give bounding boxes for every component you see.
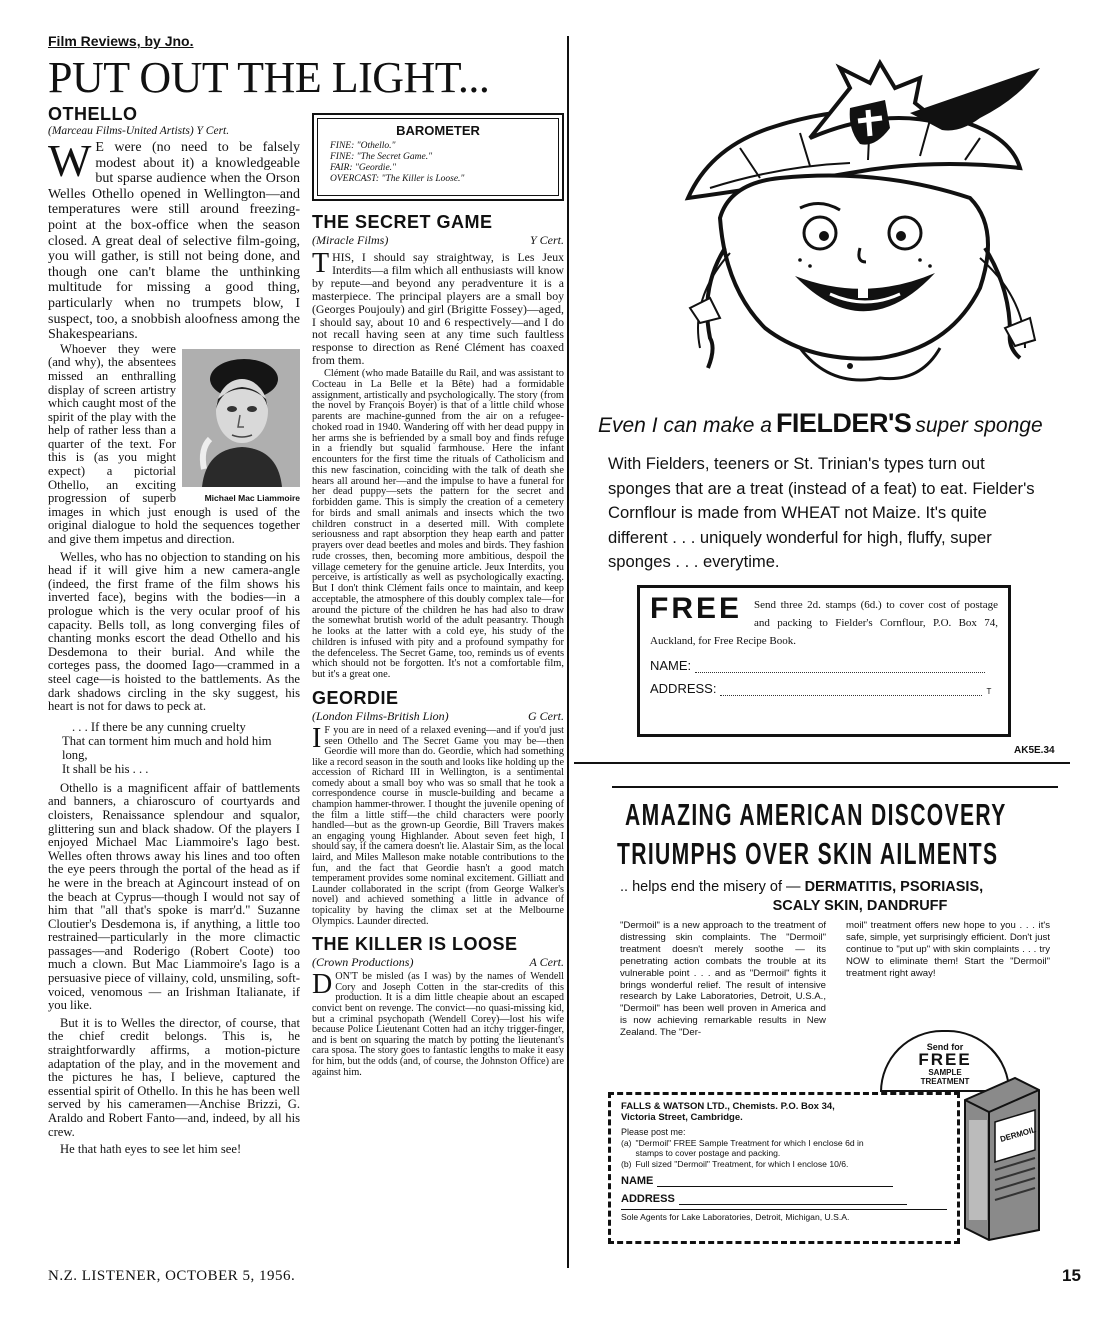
secret-game-title: THE SECRET GAME [312, 212, 493, 232]
dermoil-headline-2: TRIUMPHS OVER SKIN AILMENTS [617, 836, 999, 871]
barometer-rating: FINE: [330, 152, 355, 162]
coupon-company: FALLS & WATSON LTD., Chemists. P.O. Box 34, [621, 1101, 835, 1112]
geordie-paragraph: I F you are in need of a relaxed evening—and if you'd just seen Othello and The Secret Game you may be—then Geordie will more than do. Geordie, which had something like a record season in the south and looks like holding up the accession of Richard III in Wellington, is a sentimental comedy about a small boy who was so small that he took a correspondence course in muscle-building and became a champion hammer-thrower. I thought the juvenile opening of the film a little stiff—the child characters were poorly handled—but as the grown-up Geordie, Bill Travers makes an engaging young Highlander. About seven feet high, I should say, if the camera doesn't lie. Alastair Sim, as the local laird, and Miles Malleson make notable contributions to the fun, and the fact that Geordie hasn't a good match temperament provides some nominal excitement. Gilliatt and Launder collaborated in the script (from George Walker's novel) and achieved something a little in advance of topicality by having the climax set at the Melbourne Olympics. Launder directed. [312, 722, 564, 927]
killer-title: THE KILLER IS LOOSE [312, 934, 518, 955]
fielders-ad-code: AK5E.34 [1014, 745, 1055, 756]
ad-separator [574, 762, 1070, 764]
dermoil-body-col1: "Dermoil" is a new approach to the treatment of distressing skin complaints. The "Dermoil" treatment doesn't merely soothe — its penetrating action combats the trouble at its vulnerable point . . . and as "Dermoil" fights it brings wonderful relief. The result of intensive research by Lake Laboratories, Detroit, U.S.A., "Dermoil" has been well proven in America and is now achieving remarkable results in New Zealand. The "Der- [620, 920, 826, 1039]
free-sample-badge: Send for FREE SAMPLE TREATMENT [880, 1030, 1010, 1092]
othello-paragraph-2: Whoever they were (and why), the absentees missed an enthralling display of screen artistry which caught most of the spirit of the play with the help of rather less than a quarter of the text. For this is (as you might expect) a pictorial Othello, an exciting progression of superb images in which just enough is used of the original dialogue to hold the sequences together and give them impetus and direction. [48, 341, 300, 547]
secret-game-review [312, 212, 564, 1078]
option-a[interactable]: (a) "Dermoil" FREE Sample Treatment for which I enclose 6d in stamps to cover postage and packing. [621, 1138, 864, 1158]
othello-title: OTHELLO [48, 104, 138, 124]
coupon-address-label: ADDRESS: [650, 681, 717, 696]
barometer-box [312, 113, 564, 201]
othello-paragraph-4: Othello is a magnificent affair of battlements and banners, a chiaroscuro of courtyards and cloisters, Renaissance splendour and squalor, glittering sun and black shadow. Of the players I enjoyed Michael Mac Liammoire's Iago best. Welles often throws away his lines and too often the eye peers through the portal of the head as if he were in the breach at Agincourt instead of on the beach at Cyprus—though I would not say of him that "all that's spoke is marr'd." Suzanne Cloutier's Desdemona is, if anything, a little too restrained—particularly in the more climactic passages—and Roderigo (Robert Coote) too much a clown. But Mac Liammoire's Iago is a persuasive piece of villainy, cold, unsmiling, soft-voiced, venomous — an Irishman Italianate, if you like. [48, 780, 300, 1013]
killer-credit: (Crown Productions) [312, 955, 414, 970]
fielders-brand: FIELDER'S [775, 408, 912, 438]
barometer-rating: FINE: [330, 141, 355, 151]
coupon-instructions: Send three 2d. stamps (6d.) to cover cost of postage and packing to Fielder's Cornflour, P.O. Box 74, Auckland, for Free Recipe Book. [650, 599, 998, 647]
barometer-film: "The Killer is Loose." [381, 174, 465, 184]
barometer-film: "Othello." [356, 141, 396, 151]
othello-paragraph-6: He that hath eyes to see let him see! [60, 1142, 242, 1157]
column-divider [567, 36, 569, 1268]
coupon-street: Victoria Street, Cambridge. [621, 1112, 743, 1123]
barometer-row [330, 141, 546, 152]
secret-game-cert: Y Cert. [529, 233, 564, 247]
othello-paragraph-3: Welles, who has no objection to standing on his head if it will give him a new camera-angle (indeed, the first frame of the film shows his inverted face), begins with the bodies—in a prologue which is the very ocular proof of his capacity. Bells toll, as long converging files of chanting monks escort the dead Othello and his Desdemona to their burial. And while the corteges pass, the doomed Iago—crammed in a steel cage—is hoisted to the battlements. As the dark shadows circling in the sky suggest, his heart is not for daws to peck at. [48, 549, 300, 714]
photo-caption: Michael Mac Liammoire [204, 492, 300, 503]
barometer-list [330, 141, 546, 185]
secret-game-paragraph-1: THIS, I should say straightway, is Les Jeux Interdits—a film which all enthusiasts will know by repute—and beyond any peradventure it is a masterpiece. The principal players are a small boy (Georges Poujouly) and girl (Brigitte Fossey)—aged, I should say, about 10 and 6 respectively—and I do not recall having seen at any time such faultless response to direction as René Clément has coaxed from them. [312, 248, 564, 368]
footer-issue: N.Z. LISTENER, OCTOBER 5, 1956. [48, 1268, 296, 1284]
dermoil-headline-1: AMAZING AMERICAN DISCOVERY [625, 797, 1007, 832]
secret-game-paragraph-2: Clément (who made Bataille du Rail, and was assistant to Cocteau in La Belle et la Bête) had a formidable assignment, artistically and psychologically. The story (from the novel by François Boyer) is that of a little child whose parents are machine-gunned from the air on a refugee-choked road in 1940. Wandering off with her dead puppy in her arms she is befriended by a small boy and finds refuge in a friendly but squalid farmhouse. Here the infant encounters for the first time the rituals of Catholicism and this new fascination, coinciding with the talk of death she hears all around her—and the impulse to have a funeral for her dead puppy—sets the pattern for the secret and forbidden game. This is simply the creation of a cemetery for birds and small animals and insects which the two children construct in a deserted mill. With complete seriousness and rapt absorption they heap earth and patter prayers over dead beetles and moles and birds. They fashion rude crosses, then, becoming more ambitious, despoil the village cemetery for the genuine article. Jeux Interdits, you perceive, is artistically as well as psychologically exacting. But I don't think Clément fails once to maintain, and keep acceptable, the atmosphere of this doubly complex tale—for around the picture of the children he has had also to draw the somewhat brutish world of the adult peasantry. Though he looks at the latter with a cold eye, his study of the children is infused with pity and a profound sympathy for the defenceless. The Secret Game, too, reminds us of events which should not be forgotten. It's not a comfortable film, but it's a great one. [312, 368, 564, 681]
witch-girl-illustration [680, 48, 1060, 408]
fielders-coupon: FREE Send three 2d. stamps (6d.) to cover cost of postage and packing to Fielder's Cornflour, P.O. Box 74, Auckland, for Free Recipe Book. NAME: ADDRESS: T [637, 585, 1011, 737]
barometer-rating: OVERCAST: [330, 174, 380, 184]
barometer-row [330, 163, 546, 174]
sole-agents: Sole Agents for Lake Laboratories, Detroit, Michigan, U.S.A. [621, 1209, 947, 1222]
dermoil-coupon: FALLS & WATSON LTD., Chemists. P.O. Box 34, Victoria Street, Cambridge. Please post me: (a) "Dermoil" FREE Sample Treatment for which I enclose 6d in stamps to cover postage and packing. (b) Full sized "Dermoil" Treatment, for which I enclose 10/6. NAME ADDRESS Sole Agents for Lake Laboratories, Detroit, Michigan, U.S.A. [608, 1092, 960, 1244]
dermoil-address-field[interactable] [679, 1204, 907, 1205]
bottle-label-text: DERMOIL [999, 1125, 1038, 1144]
coupon-name-field[interactable] [695, 672, 985, 673]
othello-review [48, 104, 300, 1157]
dermoil-address-label: ADDRESS [621, 1193, 675, 1205]
dermoil-subheading: .. helps end the misery of — DERMATITIS, PSORIASIS, SCALY SKIN, DANDRUFF [620, 879, 984, 914]
othello-photo-block [182, 349, 300, 503]
page-number: 15 [1062, 1266, 1081, 1285]
dermoil-top-rule [612, 786, 1058, 788]
dermoil-name-field[interactable] [657, 1186, 893, 1187]
coupon-name-label: NAME: [650, 658, 692, 673]
dropcap: W [48, 135, 92, 186]
barometer-title: BAROMETER [396, 123, 480, 138]
dermoil-body-col2: moil" treatment offers new hope to you . . . it's safe, simple, yet surprisingly efficient. Don't just continue to "put up" with skin complaints . . . try NOW to eliminate them! Start the "Dermoil" treatment right away! [846, 920, 1050, 979]
barometer-film: "Geordie." [354, 163, 397, 173]
barometer-row [330, 174, 546, 185]
coupon-free-label: FREE [650, 592, 743, 625]
page-headline: PUT OUT THE LIGHT... [48, 53, 490, 102]
section-label: Film Reviews, by Jno. [48, 33, 194, 49]
coupon-address-field[interactable] [720, 695, 982, 696]
dermoil-bottle-image [955, 1070, 1045, 1242]
barometer-film: "The Secret Game." [356, 152, 433, 162]
fielders-slogan: Even I can make a FIELDER'S super sponge [598, 408, 1043, 438]
barometer-row [330, 152, 546, 163]
killer-cert: A Cert. [529, 955, 564, 970]
killer-paragraph: DON'T be misled (as I was) by the names of Wendell Cory and Joseph Cotten in the star-credits of this production. It is a dim little cheapie about an escaped convict bent on revenge. The convict—no quasi-missing kid, but a criminal psychopath (Wendell Corey)—lost his wife because Police Lieutenant Cotten had an itchy trigger-finger, and is bent on squaring the match by potting the lieutenant's cara sposa. The story goes to fantastic lengths to make it easy for him, but the odds (and, of course, the Johnston Office) are against him. [312, 969, 564, 1078]
othello-paragraph-1: W E were (no need to be falsely modest about it) a knowledgeable but sparse audience when the Orson Welles Othello opened in Wellington—and temperatures were still around freezing-point at the box-office when the season closed. A great deal of selective film-going, you will gather, is still not being done, and though one can't blame the unthinking multitude for missing a good thing, particularly when no trumpets blow, I suspect, too, a snobbish aloofness among the Shakespearians. [48, 135, 300, 343]
secret-game-credit: (Miracle Films) [312, 233, 389, 247]
barometer-rating: FAIR: [330, 163, 353, 173]
actor-portrait-image [182, 349, 300, 487]
geordie-cert: G Cert. [528, 708, 564, 723]
option-b[interactable]: (b) Full sized "Dermoil" Treatment, for which I enclose 10/6. [621, 1159, 849, 1169]
geordie-title: GEORDIE [312, 687, 399, 708]
fielders-body: With Fielders, teeners or St. Trinian's types turn out sponges that are a treat (instead of a feat) to eat. Fielder's Cornflour is made from WHEAT not Maize. It's quite different . . . uniquely wonderful for high, fluffy, super sponges . . . everytime. [608, 454, 1035, 571]
geordie-credit: (London Films-British Lion) [312, 708, 449, 723]
dermoil-name-label: NAME [621, 1175, 654, 1187]
othello-credit: (Marceau Films-United Artists) Y Cert. [48, 125, 230, 137]
othello-quotation: . . . If there be any cunning cruelty That can torment him much and hold him long, It shall be his . . . [62, 719, 272, 776]
othello-paragraph-5: But it is to Welles the director, of course, that the chief credit belongs. This is, he straightforwardly affirms, a motion-picture adaptation of the play, and in the movement and the pictures he has, I believe, captured the essential spirit of Othello. In this he has been well served by his cameramen—Anchise Brizzi, G. Araldo and Robert Fanto—and, indeed, by all his crew. [48, 1015, 300, 1139]
